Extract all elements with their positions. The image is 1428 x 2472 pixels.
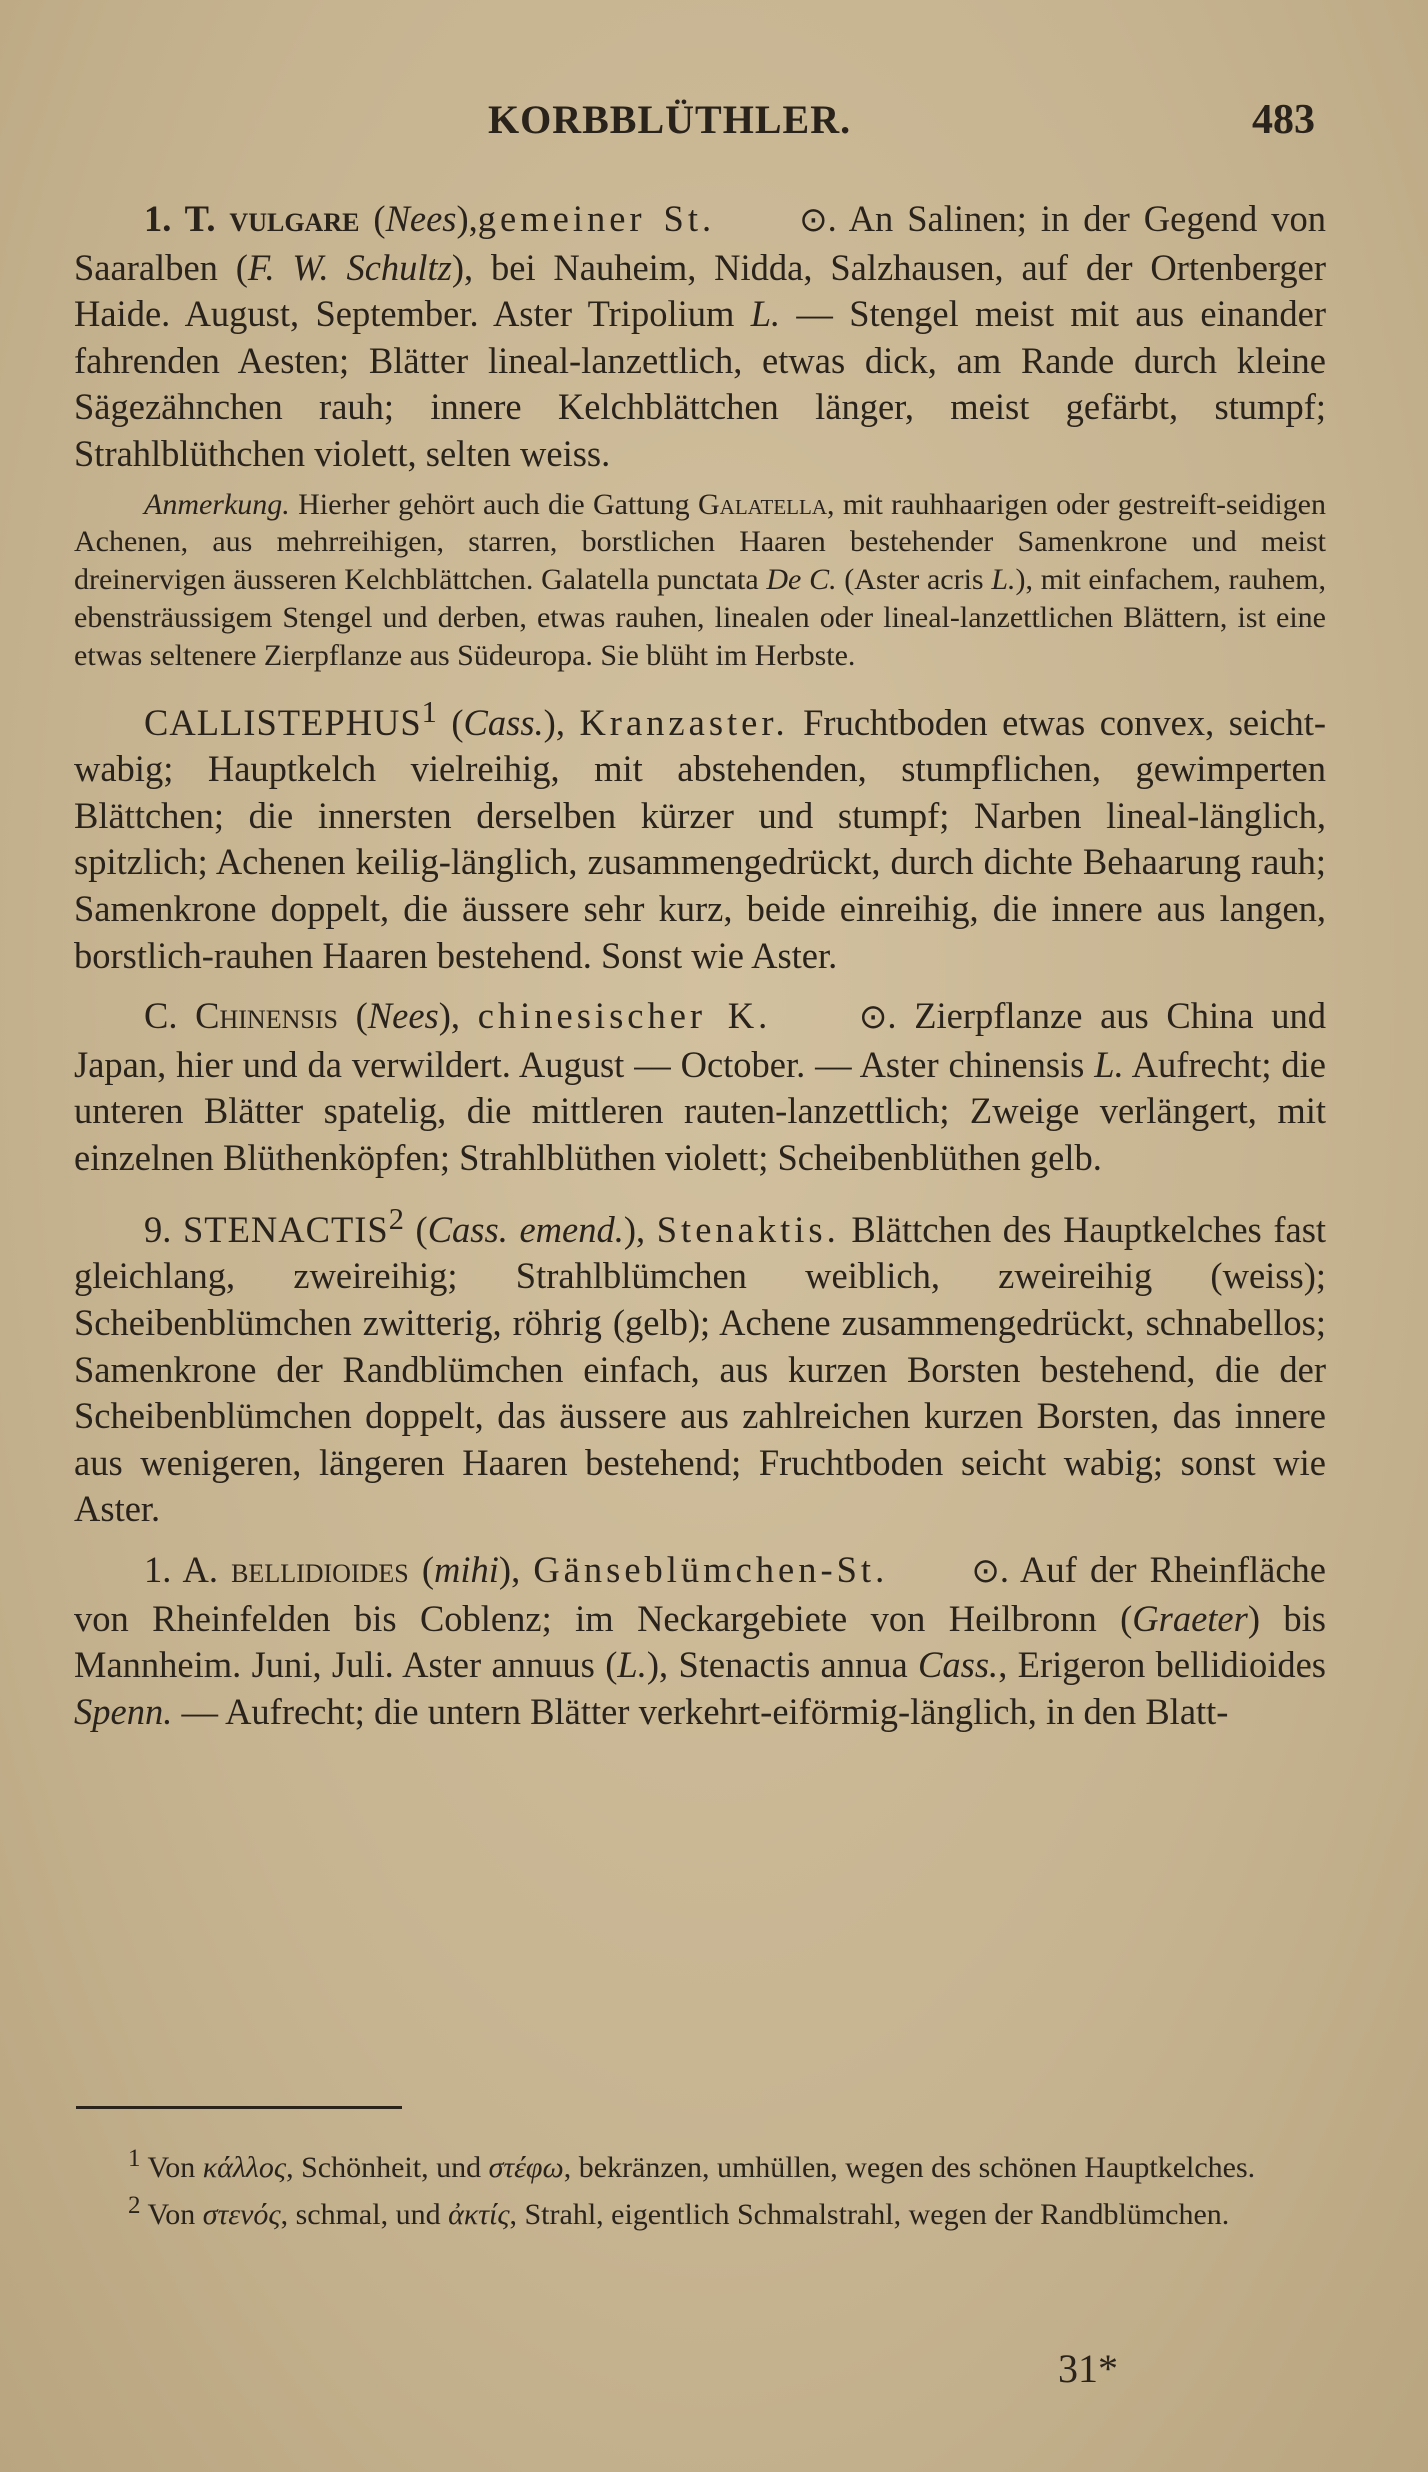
entry-callistephus-chinensis: C. Chinensis (Nees), chinesischer K. ⊙. Zierpflanze aus China und Japan, hier und da verwildert. August — October. — Aster chinensis L. Aufrecht; die unteren Blätter spatelig, die mittleren rauten-lanzettlich; Zweige verlängert, mit einzelnen Blüthenköpfen; Strahlblüthen violett; Scheibenblüthen gelb. — [74, 995, 1327, 1179]
footnote-rule — [76, 2106, 402, 2109]
page-header — [0, 96, 1428, 156]
footnote-ref-1: 1 — [421, 694, 437, 729]
author: Cass. — [463, 701, 544, 743]
footnote-1: $^1$ Von κάλλος, Schönheit, und στέφω, bekränzen, umhüllen, wegen des schönen Hauptkelches. — [128, 2145, 1256, 2184]
common-name: Stenaktis. — [656, 1208, 840, 1250]
author: Cass. emend. — [427, 1208, 624, 1250]
common-name: Gänseblümchen-St. — [533, 1548, 889, 1590]
entry-number: 1. T. — [144, 198, 216, 239]
annual-symbol: ⊙ — [858, 999, 888, 1037]
entry-tripolium-vulgare: 1. T. vulgare (Nees),gemeiner St. ⊙. An Salinen; in der Gegend von Saaralben (F. W. Schultz), bei Nauheim, Nidda, Salzhausen, auf der Ortenberger Haide. August, September. Aster Tripolium L. — Stengel meist mit aus einander fahrenden Aesten; Blätter lineal-lanzettlich, etwas dick, am Rande durch kleine Sägezähnchen rauh; innere Kelchblättchen länger, meist gefärbt, stumpf; Strahlblüthchen violett, selten weiss. — [74, 198, 1326, 474]
greek-word: στενός — [202, 2198, 281, 2231]
annual-symbol: ⊙ — [971, 1552, 1000, 1590]
printer-signature: 31* — [1058, 2346, 1118, 2391]
greek-word: στέφω — [488, 2151, 564, 2184]
greek-word: ἀκτίς — [448, 2198, 510, 2231]
genus-galatella: Galatella — [698, 487, 827, 521]
note-galatella: Anmerkung. Hierher gehört auch die Gattung Galatella, mit rauhhaarigen oder gestreift-seidigen Achenen, aus mehrreihigen, starren, borstlichen Haaren bestehender Samenkrone und meist dreinervigen äusseren Kelchblättchen. Galatella punctata De C. (Aster acris L.), mit einfachem, rauhem, ebensträussigem Stengel und derben, etwas rauhen, linealen oder lineal-lanzettlichen Blättern, ist eine etwas seltenere Zierpflanze aus Südeuropa. Sie blüht im Herbste. — [74, 487, 1326, 672]
spacer — [74, 675, 1326, 689]
collector: Graeter — [1132, 1597, 1248, 1639]
author: Nees — [367, 995, 439, 1037]
footnote-ref-2: 2 — [388, 1201, 404, 1236]
greek-word: κάλλος — [202, 2151, 287, 2184]
species-name: Chinensis — [195, 995, 338, 1037]
common-name: Kranzaster. — [579, 701, 789, 743]
genus-stenactis: 9. STENACTIS$^2$ (Cass. emend.), Stenaktis. Blättchen des Hauptkelches fast gleichlang, zweireihig; Strahlblümchen weiblich, zweireihig (weiss); Scheibenblümchen zwitterig, röhrig (gelb); Achene zusammengedrückt, schnabellos; Samenkrone der Randblümchen einfach, aus kurzen Borsten bestehend, die der Scheibenblümchen doppelt, das äussere aus zahlreichen kurzen Borsten, das innere aus wenigeren, längeren Haaren bestehend; Fruchtboden seicht wabig; sonst wie Aster. — [74, 1201, 1327, 1530]
page-number: 483 — [1252, 97, 1315, 143]
common-name: gemeiner St. — [477, 198, 716, 239]
species-name: vulgare — [229, 198, 360, 239]
footnote-2: $^2$ Von στενός, schmal, und ἀκτίς, Strahl, eigentlich Schmalstrahl, wegen der Randblümchen. — [128, 2192, 1230, 2231]
author-spenn: Spenn. — [74, 1690, 173, 1732]
linne-abbrev: L. — [991, 563, 1016, 597]
linne-abbrev: L. — [750, 293, 781, 335]
genus-name: CALLISTEPHUS — [144, 701, 422, 743]
genus-number: 9. — [144, 1208, 172, 1250]
collector: F. W. Schultz — [247, 246, 452, 288]
genus-callistephus: CALLISTEPHUS$^1$ (Cass.), Kranzaster. Fruchtboden etwas convex, seicht-wabig; Hauptkelch vielreihig, mit abstehenden, stumpflichen, gewimperten Blättchen; die innersten derselben kürzer und stumpf; Narben lineal-länglich, spitzlich; Achenen keilig-länglich, zusammengedrückt, durch dichte Behaarung rauh; Samenkrone doppelt, die äussere sehr kurz, beide einreihig, die innere aus langen, borstlich-rauhen Haaren bestehend. Sonst wie Aster. — [74, 694, 1327, 976]
author: Nees — [385, 198, 457, 239]
page-body — [74, 196, 1326, 1735]
species-name: bellidioides — [231, 1548, 409, 1590]
entry-number: C. — [144, 995, 178, 1037]
running-title: KORBBLÜTHLER. — [488, 97, 852, 142]
common-name: chinesischer K. — [477, 995, 772, 1037]
spacer — [74, 979, 1326, 993]
linne-abbrev: L. — [1094, 1043, 1124, 1085]
author-cass: Cass. — [918, 1644, 999, 1686]
entry-stenactis-bellidioides: 1. A. bellidioides (mihi), Gänseblümchen-St. ⊙. Auf der Rheinfläche von Rheinfelden bis Coblenz; im Neckargebiete von Heilbronn (Graeter) bis Mannheim. Juni, Juli. Aster annuus (L.), Stenactis annua Cass., Erigeron bellidioides Spenn. — Aufrecht; die untern Blätter verkehrt-eiförmig-länglich, in den Blatt- — [74, 1548, 1326, 1732]
spacer — [74, 478, 1326, 486]
linne-abbrev: L. — [617, 1644, 647, 1686]
annual-symbol: ⊙ — [799, 202, 828, 239]
spacer — [74, 1533, 1326, 1547]
footnote-mark-1: 1 — [128, 2145, 141, 2172]
author: De C. — [766, 563, 837, 597]
entry-number: 1. A. — [144, 1548, 218, 1590]
footnote-mark-2: 2 — [128, 2192, 141, 2219]
author: mihi — [434, 1548, 499, 1590]
footnotes — [74, 2140, 1326, 2234]
genus-name: STENACTIS — [183, 1208, 389, 1250]
spacer — [74, 1182, 1326, 1196]
note-label: Anmerkung. — [144, 487, 290, 521]
